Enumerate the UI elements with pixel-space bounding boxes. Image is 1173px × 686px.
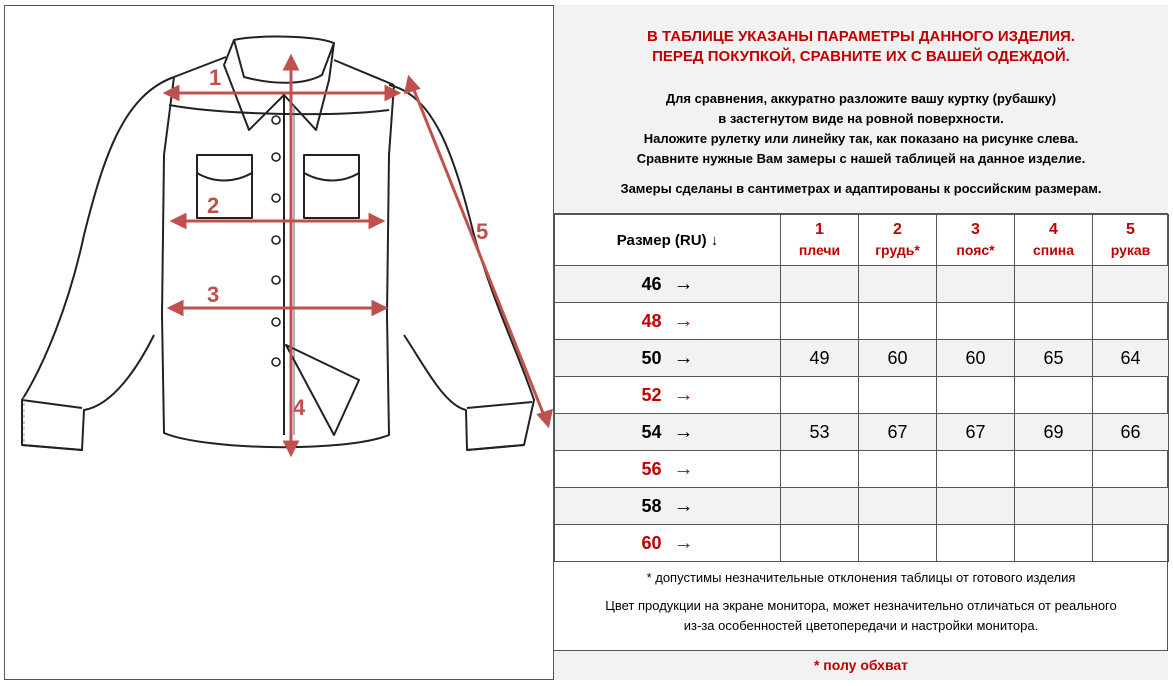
column-number: 2: [893, 221, 902, 238]
arrow-right-icon: →: [673, 420, 694, 443]
measurement-cell: 64: [1093, 340, 1169, 377]
table-row: [555, 488, 1169, 525]
table-row: [555, 451, 1169, 488]
measurement-cell: 60: [937, 340, 1015, 377]
size-value: 58: [641, 495, 662, 516]
size-value: 52: [641, 384, 662, 405]
table-row: [555, 525, 1169, 562]
measurement-cell: [859, 488, 937, 525]
color-note: [554, 596, 1168, 636]
table-row: [555, 340, 1169, 377]
table-row: [555, 266, 1169, 303]
instructions-text: [554, 89, 1168, 169]
column-header-sleeve: [1093, 215, 1169, 266]
measurement-cell: [781, 377, 859, 414]
column-header-waist: [937, 215, 1015, 266]
column-header-chest: [859, 215, 937, 266]
warning-line-1: В ТАБЛИЦЕ УКАЗАНЫ ПАРАМЕТРЫ ДАННОГО ИЗДЕЛИЯ.: [647, 28, 1075, 45]
measurement-cell: [781, 266, 859, 303]
size-value: 50: [641, 347, 662, 368]
measure-label-2: 2: [207, 193, 220, 218]
size-value: 54: [641, 421, 662, 442]
color-note-line-1: Цвет продукции на экране монитора, может незначительно отличаться от реального: [605, 598, 1117, 613]
measurement-cell: [1093, 451, 1169, 488]
measurement-cell: [781, 525, 859, 562]
arrow-right-icon: →: [673, 494, 694, 517]
instr-line-1: Для сравнения, аккуратно разложите вашу куртку (рубашку): [665, 91, 1057, 106]
arrow-right-icon: →: [673, 457, 694, 480]
size-cell: [555, 488, 781, 525]
measurement-cell: [1015, 266, 1093, 303]
arrow-right-icon: →: [673, 272, 694, 295]
footer-notes: [554, 562, 1168, 650]
measurement-cell: 69: [1015, 414, 1093, 451]
measurement-cell: [859, 266, 937, 303]
measure-label-4: 4: [293, 395, 306, 420]
table-row: [555, 377, 1169, 414]
measurement-cell: [859, 303, 937, 340]
measurement-cell: [937, 451, 1015, 488]
column-name: плечи: [798, 242, 841, 258]
measurement-cell: 65: [1015, 340, 1093, 377]
size-cell: [555, 451, 781, 488]
measurement-cell: [1093, 488, 1169, 525]
size-cell: [555, 303, 781, 340]
size-chart-panel: [553, 5, 1168, 680]
measurement-cell: [781, 303, 859, 340]
color-note-line-2: из-за особенностей цветопередачи и настройки монитора.: [683, 618, 1039, 633]
deviation-note: * допустимы незначительные отклонения таблицы от готового изделия: [646, 570, 1076, 585]
arrow-right-icon: →: [673, 383, 694, 406]
column-number: 4: [1049, 221, 1058, 238]
measurement-cell: [1093, 266, 1169, 303]
column-number: 3: [971, 221, 980, 238]
table-row: [555, 303, 1169, 340]
measurement-cell: [937, 303, 1015, 340]
size-value: 56: [641, 458, 662, 479]
column-name: спина: [1032, 242, 1075, 258]
measure-label-3: 3: [207, 282, 220, 307]
measurement-cell: [1093, 525, 1169, 562]
column-name: грудь*: [875, 242, 920, 258]
arrow-right-icon: →: [673, 346, 694, 369]
size-cell: [555, 377, 781, 414]
size-cell: [555, 266, 781, 303]
measurement-cell: [859, 525, 937, 562]
instructions-header: [554, 5, 1168, 214]
instr-line-2: в застегнутом виде на ровной поверхности.: [718, 111, 1004, 126]
size-value: 48: [641, 310, 662, 331]
table-header-row: [555, 215, 1169, 266]
size-value: 46: [641, 273, 662, 294]
measurement-cell: [1015, 451, 1093, 488]
size-cell: [555, 414, 781, 451]
size-cell: [555, 340, 781, 377]
measurement-cell: [859, 451, 937, 488]
arrow-right-icon: →: [673, 309, 694, 332]
measurement-cell: [781, 451, 859, 488]
measurement-cell: 49: [781, 340, 859, 377]
measure-label-1: 1: [209, 65, 222, 90]
half-girth-legend: * полу обхват: [554, 650, 1168, 680]
measure-label-5: 5: [476, 219, 489, 244]
measurement-cell: 67: [859, 414, 937, 451]
warning-text: [554, 27, 1168, 67]
measurement-cell: [781, 488, 859, 525]
warning-line-2: ПЕРЕД ПОКУПКОЙ, СРАВНИТЕ ИХ С ВАШЕЙ ОДЕЖДОЙ.: [652, 48, 1070, 65]
jacket-diagram: [4, 5, 553, 680]
size-cell: [555, 525, 781, 562]
measurement-cell: [1093, 303, 1169, 340]
measurement-cell: [937, 266, 1015, 303]
cm-note: Замеры сделаны в сантиметрах и адаптированы к российским размерам.: [620, 181, 1102, 196]
size-value: 60: [641, 532, 662, 553]
measurement-cell: [1015, 377, 1093, 414]
instr-line-3: Наложите рулетку или линейку так, как показано на рисунке слева.: [643, 131, 1079, 146]
measurement-cell: [1015, 488, 1093, 525]
column-number: 1: [815, 221, 824, 238]
measurement-cell: [859, 377, 937, 414]
measurement-cell: [937, 488, 1015, 525]
size-column-header: Размер (RU) ↓: [555, 215, 781, 266]
table-row: [555, 414, 1169, 451]
measurement-cell: [1093, 377, 1169, 414]
column-number: 5: [1126, 221, 1135, 238]
measurement-cell: [1015, 525, 1093, 562]
measurement-cell: 53: [781, 414, 859, 451]
column-name: пояс*: [956, 242, 995, 258]
measurement-cell: 67: [937, 414, 1015, 451]
arrow-right-icon: →: [673, 531, 694, 554]
column-header-back: [1015, 215, 1093, 266]
measurement-cell: [937, 525, 1015, 562]
measurement-cell: [937, 377, 1015, 414]
column-header-shoulders: [781, 215, 859, 266]
instr-line-4: Сравните нужные Вам замеры с нашей таблицей на данное изделие.: [636, 151, 1086, 166]
column-name: рукав: [1110, 242, 1151, 258]
measurement-cell: 60: [859, 340, 937, 377]
jacket-drawing: [4, 5, 553, 680]
table-body: [555, 266, 1169, 562]
size-table: [554, 214, 1169, 562]
measurement-cell: [1015, 303, 1093, 340]
measurement-cell: 66: [1093, 414, 1169, 451]
